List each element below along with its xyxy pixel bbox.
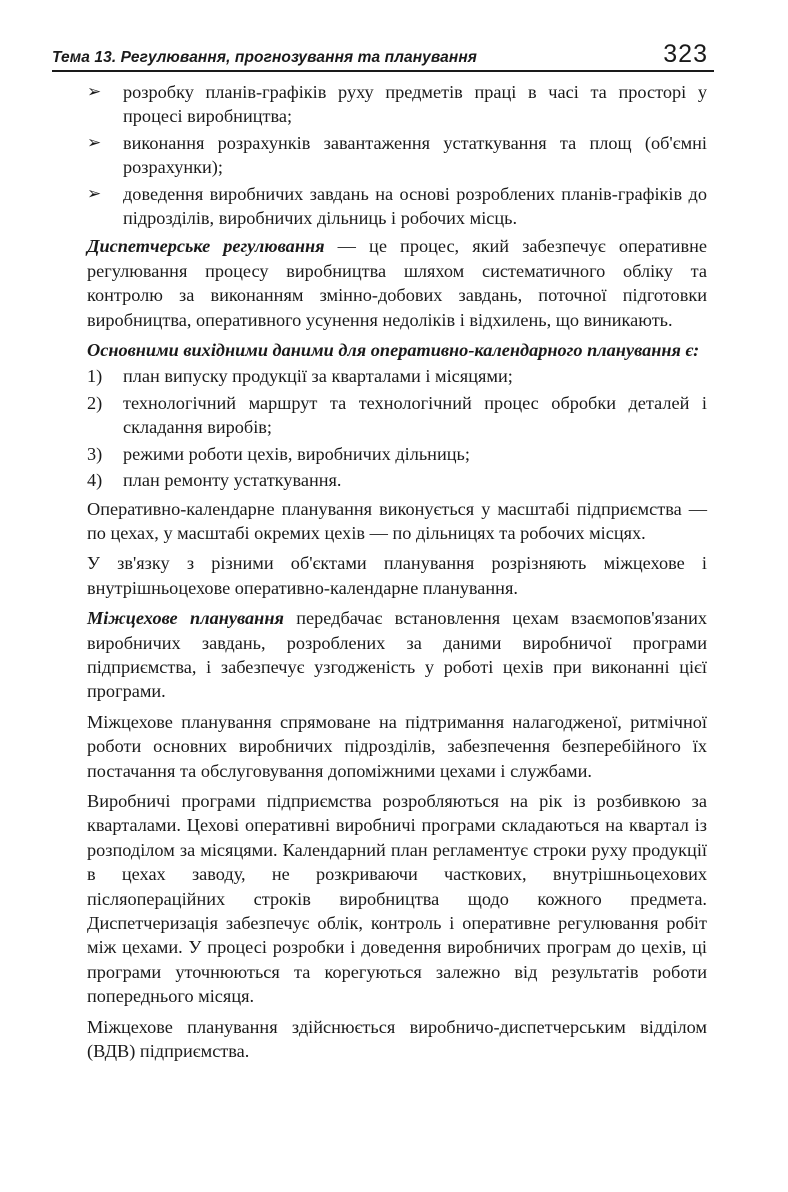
paragraph-vdv: Міжцехове планування здійснюється виробничо-диспетчерським відділом (ВДВ) підприємства. xyxy=(87,1016,707,1062)
list-item: ➢ розробку планів-графіків руху предметів праці в часі та просторі у процесі виробництва; xyxy=(87,82,707,127)
paragraph-objects: У зв'язку з різними об'єктами планування розрізняють міжцехове і внутрішньоцехове оперативно-календарне планування. xyxy=(87,553,707,598)
term-intershop: Міжцехове планування xyxy=(87,608,284,629)
term-dispatch: Диспетчерське регулювання xyxy=(87,236,325,257)
list-item: ➢ доведення виробничих завдань на основі розроблених планів-графіків до підрозділів, виробничих дільниць і робочих місць. xyxy=(87,183,707,229)
page-number: 323 xyxy=(663,40,708,68)
arrow-bullet-icon: ➢ xyxy=(87,132,102,153)
numbered-list xyxy=(87,364,707,492)
paragraph-aim: Міжцехове планування спрямоване на підтримання налагодженої, ритмічної роботи основних виробничих підрозділів, забезпечення безперебійного їх постачання та обслуговування допоміжними цехами і службами. xyxy=(87,711,707,781)
chapter-title: Тема 13. Регулювання, прогнозування та планування xyxy=(52,49,478,66)
list-item: 2) технологічний маршрут та технологічний процес обробки деталей і складання виробів; xyxy=(87,392,707,438)
list-item: 1) план випуску продукції за кварталами і місяцями; xyxy=(87,366,513,387)
list-item: 4) план ремонту устаткування. xyxy=(87,470,342,491)
paragraph-scale: Оперативно-календарне планування виконується у масштабі підприємства — по цехах, у масштабі окремих цехів — по дільницях та робочих місцях. xyxy=(87,498,707,543)
inputs-heading: Основними вихідними даними для оперативно-календарного планування є: xyxy=(87,340,700,361)
paragraph-dispatch: Диспетчерське регулювання — це процес, який забезпечує оперативне регулювання процесу виробництва шляхом систематичного обліку та контролю за виконанням змінно-добових завдань, поточної підготовки виробництва, оперативного усунення недоліків і відхилень, що виникають. xyxy=(87,236,707,330)
page-body xyxy=(87,80,707,1069)
list-item: 3) режими роботи цехів, виробничих дільниць; xyxy=(87,443,470,464)
paragraph-programs: Виробничі програми підприємства розробляються на рік із розбивкою за кварталами. Цехові оперативні виробничі програми складаються на квартал із розподілом за місяцями. Календарний план регламентує строки руху продукції в цехах заводу, не розкриваючи часткових, внутрішньоцехових післяопераційних строків виробництва щодо кожного предмета. Диспетчеризація забезпечує облік, контроль і оперативне регулювання робіт між цехами. У процесі розробки і доведення виробничих програм до цехів, ці програми уточнюються та корегуються залежно від результатів роботи попереднього місяця. xyxy=(87,790,707,1007)
paragraph-intershop: Міжцехове планування передбачає встановлення цехам взаємопов'язаних виробничих завдань, розроблених за даними виробничої програми підприємства, і забезпечує узгодженість у роботі цехів при виконанні цієї програми. xyxy=(87,608,707,702)
arrow-bullet-icon: ➢ xyxy=(87,82,102,102)
running-header xyxy=(52,42,714,72)
bullet-list xyxy=(87,80,707,230)
list-item: ➢ виконання розрахунків завантаження устаткування та площ (об'ємні розрахунки); xyxy=(87,132,707,178)
arrow-bullet-icon: ➢ xyxy=(87,183,102,204)
